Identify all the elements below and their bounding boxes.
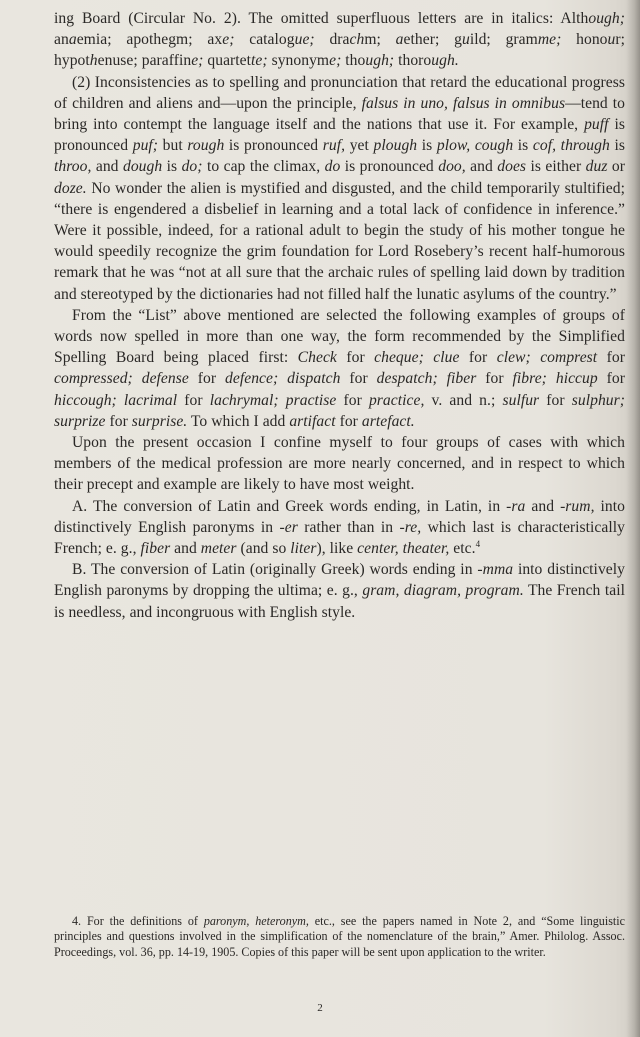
text-run: and [465, 158, 498, 176]
italic-run: lachrymal; practise [209, 391, 337, 409]
italic-run: -ra [506, 497, 526, 515]
text-run: To which I add [187, 412, 290, 430]
text-run: (2) Inconsistencies as to spelling and pronunciation that retard the educational progress of children and aliens and—upon the principle, [54, 73, 625, 112]
italic-run: despatch; fiber [376, 370, 477, 388]
italic-run: e; [329, 52, 346, 70]
italic-run: meter [200, 540, 237, 558]
italic-run: e; [191, 52, 208, 70]
text-run: thoro [398, 52, 432, 70]
italic-run: center, theater, [357, 540, 450, 558]
text-run: enuse; paraffin [97, 52, 192, 70]
text-run: 4. For the definitions of [72, 914, 204, 928]
text-run: From the “List” above mentioned are selected the following examples of groups of words now spelled in more than one way, the form recommended by the Simplified Spelling Board being placed first: [54, 306, 625, 367]
footnote-text [54, 914, 625, 960]
italic-run: te; [251, 52, 272, 70]
text-run: synonym [271, 52, 330, 70]
text-run: for [105, 412, 132, 430]
text-run: for [177, 391, 210, 409]
italic-run: puf; [132, 137, 159, 155]
text-run: A. The conversion of Latin and Greek words ending, in Latin, in [72, 497, 507, 515]
page-number: 2 [317, 1002, 323, 1014]
text-run: ether; g [403, 31, 462, 49]
italic-run: e; [222, 31, 250, 49]
italic-run: gram, diagram, program. [362, 582, 524, 600]
italic-run: hiccough; lacrimal [54, 391, 178, 409]
text-run: is [513, 137, 533, 155]
text-run: catalog [249, 31, 295, 49]
italic-run: -mma [477, 561, 514, 579]
italic-run: u [461, 31, 470, 49]
italic-run: sulphur; surprize [54, 391, 625, 430]
italic-run: fiber [140, 540, 171, 558]
text-run: for [539, 391, 572, 409]
text-run: for [340, 370, 377, 388]
text-run: is [609, 137, 625, 155]
paragraph [54, 305, 625, 432]
text-run: dra [329, 31, 350, 49]
paragraph [54, 496, 625, 560]
italic-run: do [324, 158, 341, 176]
text-run: ild; gram [469, 31, 538, 49]
text-run: m; [364, 31, 396, 49]
text-run: etc., see the papers named in Note 2, and “Some linguistic principles and questions involved in the simplification of the nomenclature of the brain,” Amer. Philolog. Assoc. Proceedings, vol. 36, pp. 14-19, 1905. Copies of this paper will be sent upon application to the writer. [54, 914, 625, 959]
italic-run: does [497, 158, 527, 176]
italic-run: doze. [54, 179, 87, 197]
text-run: and [91, 158, 123, 176]
text-run: and [170, 540, 201, 558]
italic-run: compressed; defense [54, 370, 189, 388]
text-run: emia; apothegm; ax [76, 31, 223, 49]
italic-run: ugh; [365, 52, 399, 70]
italic-run: cof, through [532, 137, 610, 155]
text-run: for [336, 349, 375, 367]
text-run: yet [345, 137, 374, 155]
text-run: No wonder the alien is mystified and disgusted, and the child temporarily stultified; “there is engendered a disbelief in learning and a total lack of confidence in inference.” Were it possible, indeed, for a rational adult to begin the study of his mother tongue he would speedily recognize the grim foundation for Lord Rosebery’s recent half-humorous remark that he was “not at all sure that the archaic rules of spelling laid down by tradition and stereotyped by the dictionaries had not filled half the lunatic asylums of the country.” [54, 179, 625, 303]
text-run: is pronounced [54, 116, 625, 155]
italic-run: falsus in uno, falsus in omnibus [361, 94, 566, 112]
text-run: quartet [207, 52, 252, 70]
italic-run: liter [290, 540, 317, 558]
italic-run: plough [373, 137, 418, 155]
text-run: —tend to bring into contempt the language itself and the nations that use it. For example, [54, 94, 625, 134]
text-run: ing Board (Circular No. 2). The omitted superfluous letters are in italics: Alth [54, 10, 589, 27]
text-run: for [476, 370, 513, 388]
italic-run: Check [297, 349, 337, 367]
italic-run: ue; [294, 31, 330, 49]
paragraph [54, 432, 625, 496]
text-run: for [188, 370, 226, 388]
text-run: is either [526, 158, 586, 176]
italic-run: a [395, 31, 404, 49]
text-run: to cap the climax, [202, 158, 325, 176]
italic-run: cough [474, 137, 514, 155]
text-run: Upon the present occasion I confine myself to four groups of cases with which members of the medical profession are more nearly concerned, and in respect to which their precept and example are likely to have most weight. [54, 434, 625, 494]
footnote-ref: 4 [475, 538, 481, 549]
italic-run: rough [187, 137, 225, 155]
text-run: ), like [316, 540, 358, 558]
page-edge-shadow [626, 0, 640, 1037]
italic-run: sulfur [502, 391, 540, 409]
italic-run: paronym, heteronym, [203, 914, 309, 928]
text-run: is pronounced [224, 137, 323, 155]
body-text [54, 8, 625, 623]
text-run: for [336, 391, 369, 409]
text-run: into distinctively English paronyms in [54, 497, 625, 536]
italic-run: ough; [588, 10, 625, 27]
italic-run: duz [585, 158, 608, 176]
italic-run: artifact [289, 412, 336, 430]
italic-run: surprise. [131, 412, 188, 430]
italic-run: ugh. [431, 52, 459, 70]
text-run: rather than in [297, 518, 400, 536]
paragraph [54, 8, 625, 72]
italic-run: defence; dispatch [225, 370, 341, 388]
text-run: The French tail is needless, and incongruous with English style. [54, 582, 625, 621]
italic-run: clew; comprest [496, 349, 598, 367]
text-run: is [417, 137, 437, 155]
italic-run: -rum, [560, 497, 595, 515]
text-run: which last is characteristically French; e. g., [54, 518, 625, 558]
text-run: (and so [236, 540, 291, 558]
italic-run: ch [349, 31, 365, 49]
paragraph [54, 72, 625, 305]
italic-run: -re, [399, 518, 422, 536]
text-run: is pronounced [340, 158, 439, 176]
italic-run: puff [584, 116, 609, 134]
text-run: tho [345, 52, 366, 70]
text-run: but [158, 137, 188, 155]
italic-run: me; [537, 31, 577, 49]
italic-run: fibre; hiccup [512, 370, 598, 388]
italic-run: cheque; clue [374, 349, 460, 367]
text-run: into distinctively English paronyms by dropping the ultima; e. g., [54, 561, 625, 600]
italic-run: ruf, [322, 137, 346, 155]
italic-run: u [607, 31, 616, 49]
italic-run: h [89, 52, 98, 70]
italic-run: doo, [438, 158, 466, 176]
text-run: for [459, 349, 497, 367]
italic-run: practice, [368, 391, 425, 409]
italic-run: dough [122, 158, 163, 176]
text-run: etc. [449, 540, 476, 558]
italic-run: plow, [436, 137, 471, 155]
text-run: for [597, 349, 625, 367]
italic-run: a [68, 31, 77, 49]
text-run: or [607, 158, 626, 176]
text-run: for [335, 412, 362, 430]
text-run: an [54, 31, 69, 49]
text-run: hono [576, 31, 608, 49]
text-run: v. and n.; [424, 391, 503, 409]
text-run: is [162, 158, 182, 176]
footnote [54, 914, 625, 960]
text-run: for [597, 370, 625, 388]
italic-run: -er [279, 518, 298, 536]
text-run: and [525, 497, 561, 515]
italic-run: throo, [54, 158, 92, 176]
text-run: r; hypot [54, 31, 626, 70]
text-run: B. The conversion of Latin (originally Greek) words ending in [72, 561, 478, 579]
italic-run: do; [181, 158, 203, 176]
paragraph [54, 559, 625, 623]
italic-run: artefact. [361, 412, 415, 430]
